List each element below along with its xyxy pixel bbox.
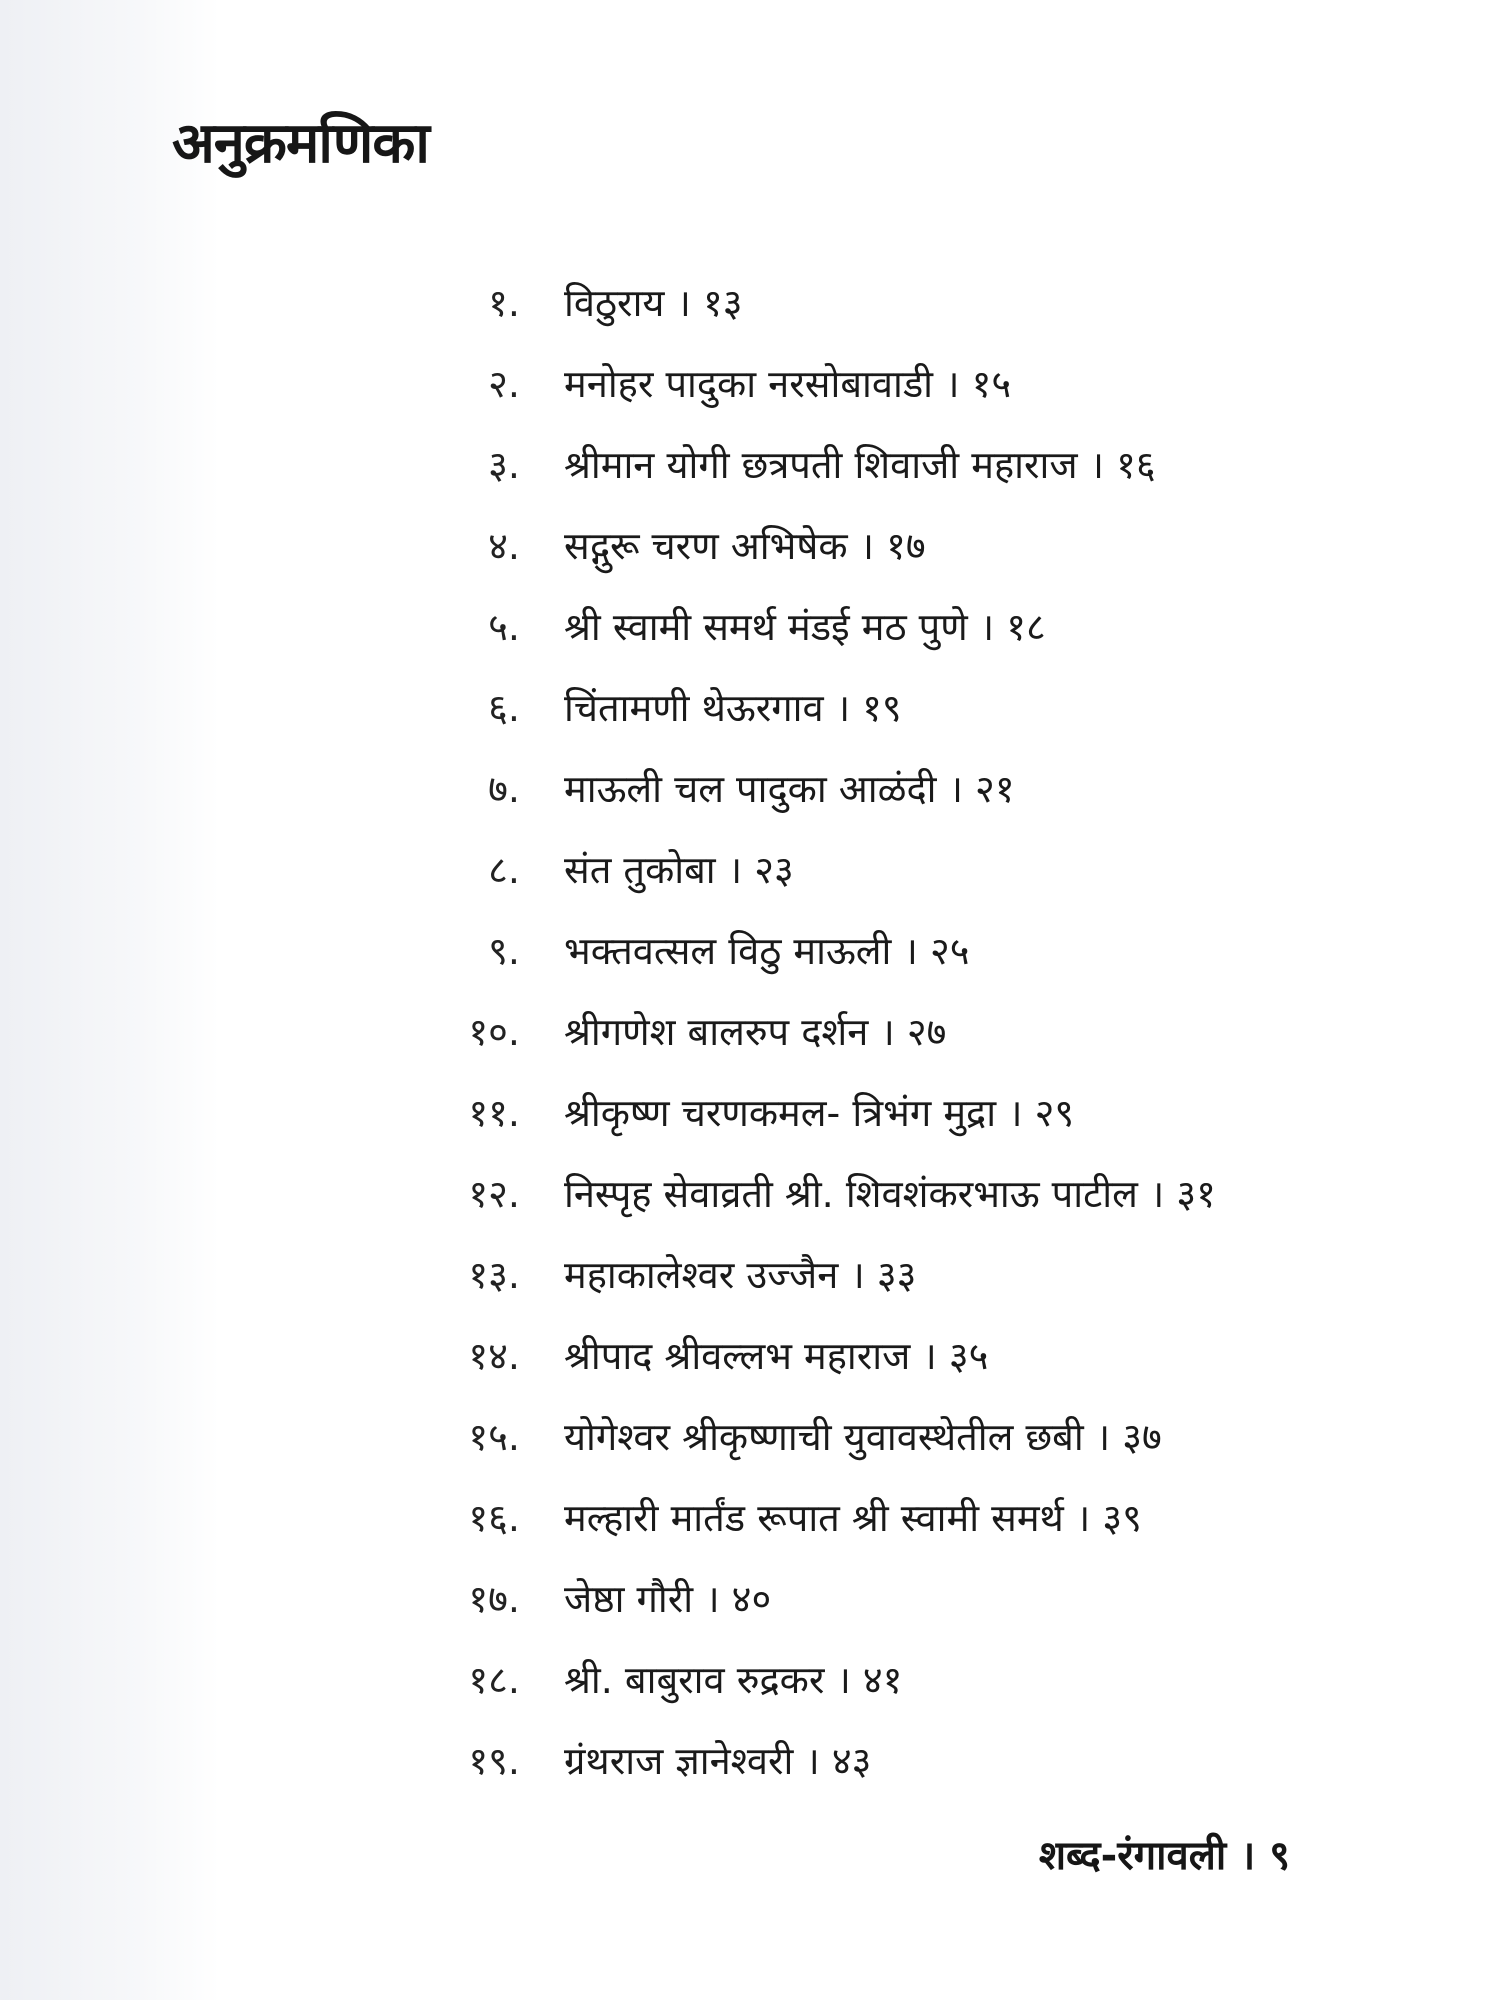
entry-title: श्रीपाद श्रीवल्लभ महाराज । ३५	[564, 1333, 989, 1378]
entry-number: १८.	[468, 1657, 520, 1702]
entry-title: चिंतामणी थेऊरगाव । १९	[564, 685, 902, 730]
toc-entry-10	[420, 991, 1460, 1072]
entry-title: भक्तवत्सल विठु माऊली । २५	[564, 928, 970, 973]
toc-entry-3	[420, 424, 1460, 505]
entry-number: ११.	[468, 1090, 520, 1135]
entry-title: श्री. बाबुराव रुद्रकर । ४१	[564, 1657, 903, 1702]
entry-title: श्रीगणेश बालरुप दर्शन । २७	[564, 1009, 947, 1054]
toc-entry-7	[420, 748, 1460, 829]
entry-number: १६.	[468, 1495, 520, 1540]
toc-entry-1	[420, 262, 1460, 343]
entry-number: १७.	[468, 1576, 520, 1621]
entry-title: महाकालेश्वर उज्जैन । ३३	[564, 1252, 917, 1297]
page-title: अनुक्रमणिका	[172, 111, 429, 176]
toc-entry-17	[420, 1558, 1460, 1639]
entry-title: जेष्ठा गौरी । ४०	[564, 1576, 772, 1621]
entry-title: विठुराय । १३	[564, 280, 743, 325]
entry-number: ४.	[488, 523, 520, 568]
entry-title: मल्हारी मार्तंड रूपात श्री स्वामी समर्थ । ३९	[564, 1495, 1142, 1540]
entry-number: १३.	[468, 1252, 520, 1297]
toc-entry-6	[420, 667, 1460, 748]
entry-number: ३.	[488, 442, 520, 487]
entry-number: ७.	[488, 766, 520, 811]
toc-entry-19	[420, 1720, 1460, 1801]
entry-number: १२.	[468, 1171, 520, 1216]
entry-title: संत तुकोबा । २३	[564, 847, 794, 892]
entry-number: १.	[488, 280, 520, 325]
entry-number: २.	[488, 361, 520, 406]
entry-title: ग्रंथराज ज्ञानेश्वरी । ४३	[564, 1738, 872, 1783]
entry-title: श्रीमान योगी छत्रपती शिवाजी महाराज । १६	[564, 442, 1156, 487]
table-of-contents	[420, 262, 1460, 1801]
entry-number: १५.	[468, 1414, 520, 1459]
toc-entry-11	[420, 1072, 1460, 1153]
entry-number: १९.	[468, 1738, 520, 1783]
entry-number: ५.	[488, 604, 520, 649]
entry-title: श्रीकृष्ण चरणकमल- त्रिभंग मुद्रा । २९	[564, 1090, 1075, 1135]
entry-title: श्री स्वामी समर्थ मंडई मठ पुणे । १८	[564, 604, 1046, 649]
entry-title: माऊली चल पादुका आळंदी । २१	[564, 766, 1015, 811]
toc-entry-8	[420, 829, 1460, 910]
entry-number: ६.	[488, 685, 520, 730]
entry-number: ९.	[488, 928, 520, 973]
entry-title: निस्पृह सेवाव्रती श्री. शिवशंकरभाऊ पाटील । ३१	[564, 1171, 1216, 1216]
toc-entry-2	[420, 343, 1460, 424]
entry-number: १०.	[468, 1009, 520, 1054]
page-footer: शब्द-रंगावली । ९	[1038, 1833, 1290, 1879]
toc-entry-15	[420, 1396, 1460, 1477]
entry-title: सद्गुरू चरण अभिषेक । १७	[564, 523, 926, 568]
toc-entry-9	[420, 910, 1460, 991]
entry-title: योगेश्वर श्रीकृष्णाची युवावस्थेतील छबी । ३७	[564, 1414, 1162, 1459]
toc-entry-18	[420, 1639, 1460, 1720]
entry-number: ८.	[488, 847, 520, 892]
toc-entry-4	[420, 505, 1460, 586]
toc-entry-14	[420, 1315, 1460, 1396]
entry-number: १४.	[468, 1333, 520, 1378]
toc-entry-12	[420, 1153, 1460, 1234]
toc-entry-13	[420, 1234, 1460, 1315]
toc-entry-5	[420, 586, 1460, 667]
toc-entry-16	[420, 1477, 1460, 1558]
entry-title: मनोहर पादुका नरसोबावाडी । १५	[564, 361, 1012, 406]
